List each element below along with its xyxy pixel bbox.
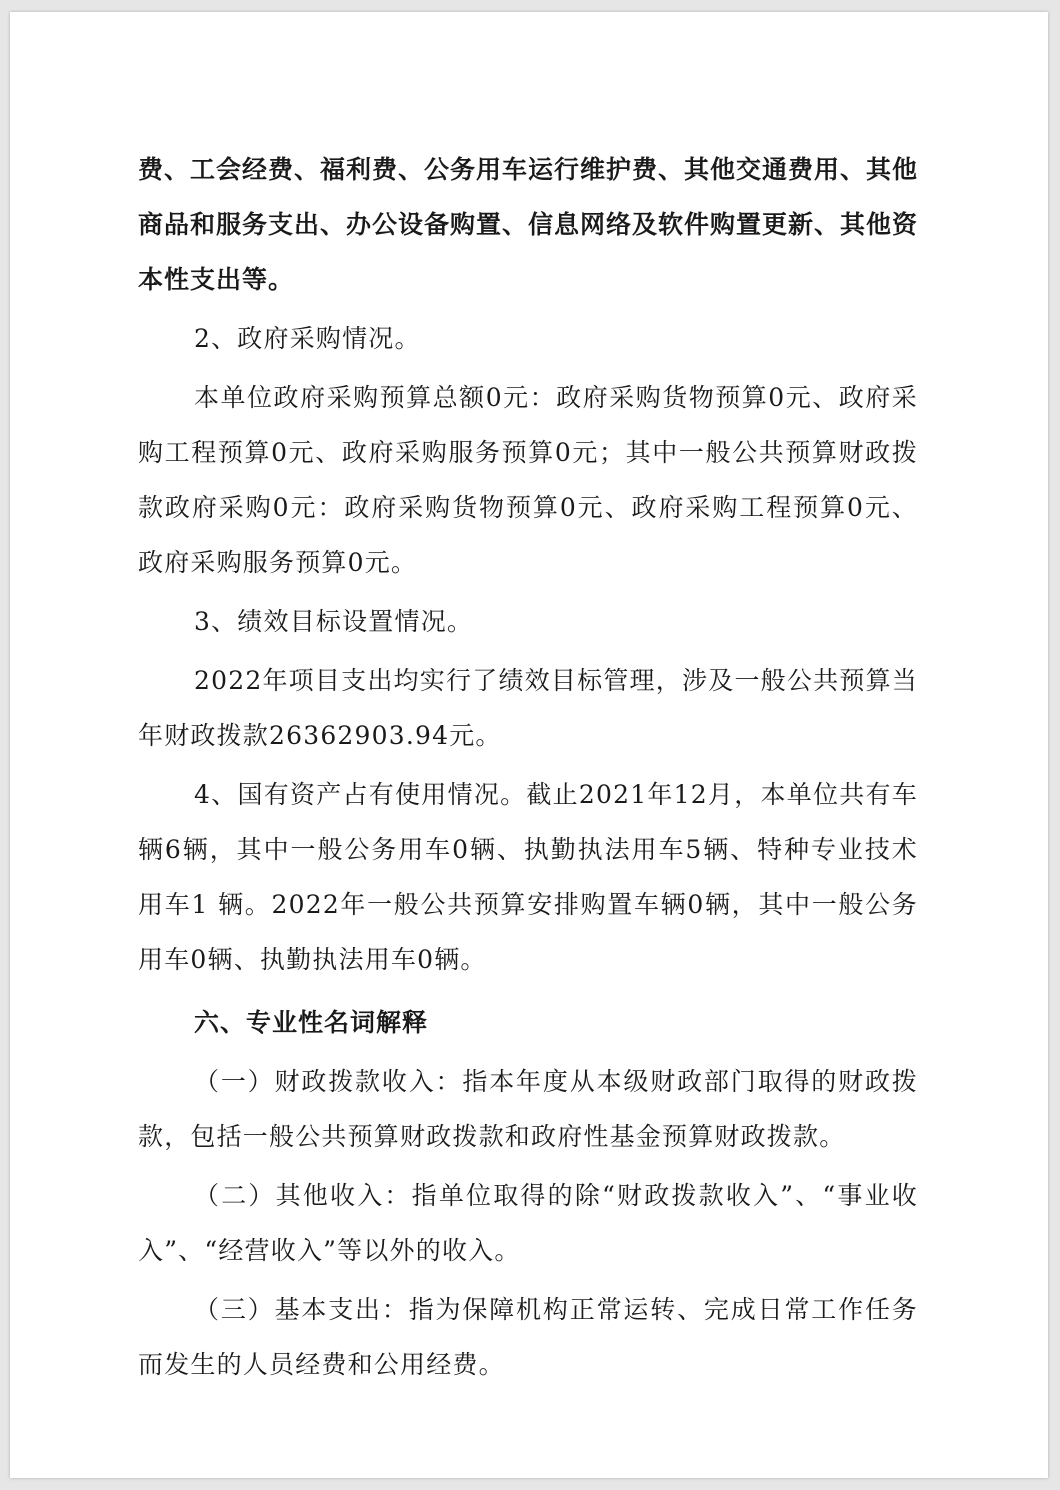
section-heading-terms: 六、专业性名词解释	[194, 1008, 429, 1037]
document-page	[10, 12, 1048, 1478]
paragraph-term-fiscal-appropriation: （一）财政拨款收入：指本年度从本级财政部门取得的财政拨款，包括一般公共预算财政拨款和政府性基金预算财政拨款。	[138, 1067, 918, 1151]
heading-performance-targets: 3、绩效目标设置情况。	[194, 607, 474, 636]
paragraph-term-other-income: （二）其他收入：指单位取得的除“财政拨款收入”、“事业收入”、“经营收入”等以外的收入。	[138, 1181, 918, 1265]
paragraph-performance-targets: 2022年项目支出均实行了绩效目标管理，涉及一般公共预算当年财政拨款26362903.94元。	[138, 666, 918, 750]
paragraph-term-basic-expenditure: （三）基本支出：指为保障机构正常运转、完成日常工作任务而发生的人员经费和公用经费。	[138, 1295, 918, 1379]
paragraph-procurement-budget: 本单位政府采购预算总额0元：政府采购货物预算0元、政府采购工程预算0元、政府采购服务预算0元；其中一般公共预算财政拨款政府采购0元：政府采购货物预算0元、政府采购工程预算0元、政府采购服务预算0元。	[138, 383, 918, 577]
paragraph-state-assets: 4、国有资产占有使用情况。截止2021年12月，本单位共有车辆6辆，其中一般公务用车0辆、执勤执法用车5辆、特种专业技术用车1 辆。2022年一般公共预算安排购置车辆0辆，其中一般公务用车0辆、执勤执法用车0辆。	[138, 780, 918, 974]
document-body	[138, 142, 918, 1392]
heading-government-procurement: 2、政府采购情况。	[194, 324, 421, 353]
paragraph-expense-list: 费、工会经费、福利费、公务用车运行维护费、其他交通费用、其他商品和服务支出、办公设备购置、信息网络及软件购置更新、其他资本性支出等。	[138, 155, 919, 294]
